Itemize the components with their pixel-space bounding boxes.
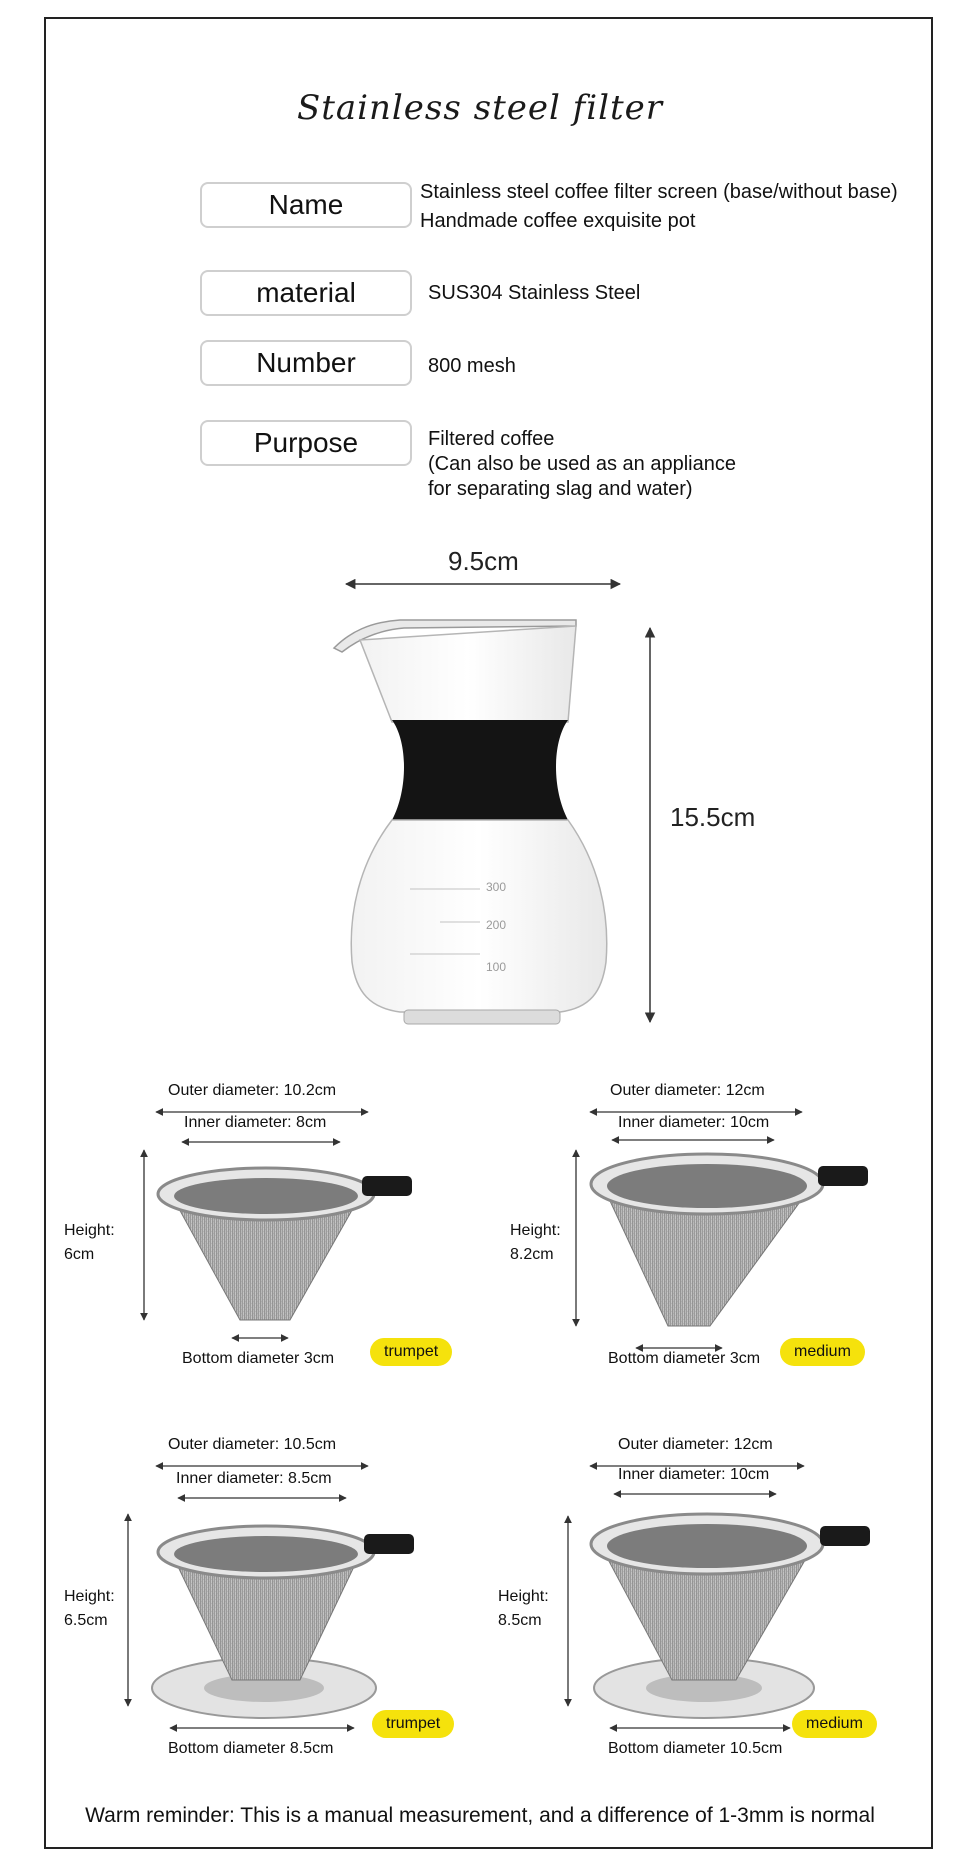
filter-4-outer: Outer diameter: 12cm [618, 1436, 773, 1453]
filter-4-inner: Inner diameter: 10cm [618, 1466, 770, 1483]
filter-2-height-label: Height: [510, 1222, 561, 1239]
filter-3-image [152, 1526, 414, 1718]
pot-scale-200: 200 [486, 918, 507, 932]
filter-3-outer: Outer diameter: 10.5cm [168, 1436, 337, 1453]
filter-3-inner: Inner diameter: 8.5cm [176, 1470, 332, 1487]
filter-2-outer: Outer diameter: 12cm [610, 1082, 765, 1099]
filter-1-inner: Inner diameter: 8cm [184, 1114, 327, 1131]
spec-value-line: 800 mesh [428, 355, 516, 377]
filter-2-image [591, 1154, 868, 1326]
page-title: Stainless steel filter [296, 88, 664, 128]
spec-label-material: material [200, 270, 412, 316]
warm-reminder: Warm reminder: This is a manual measurement, and a difference of 1-3mm is normal [85, 1804, 875, 1827]
filter-2-bottom: Bottom diameter 3cm [608, 1350, 761, 1367]
filter-4-bottom: Bottom diameter 10.5cm [608, 1740, 783, 1757]
filter-3-height-label: Height: [64, 1588, 115, 1605]
filter-2-height-value: 8.2cm [510, 1246, 554, 1263]
pot-width-label: 9.5cm [448, 546, 519, 576]
spec-value-line: SUS304 Stainless Steel [428, 282, 641, 304]
pot-scale-300: 300 [486, 880, 507, 894]
spec-value-line: (Can also be used as an appliance [428, 453, 736, 475]
spec-label-name: Name [200, 182, 412, 228]
pot-scale-100: 100 [486, 960, 507, 974]
filter-1-image [158, 1168, 412, 1320]
spec-label-number: Number [200, 340, 412, 386]
filter-1-height-label: Height: [64, 1222, 115, 1239]
filter-1-outer: Outer diameter: 10.2cm [168, 1082, 337, 1099]
spec-value-line: for separating slag and water) [428, 478, 693, 500]
filter-1-bottom: Bottom diameter 3cm [182, 1350, 335, 1367]
spec-value-line: Filtered coffee [428, 428, 555, 450]
filter-4-height-label: Height: [498, 1588, 549, 1605]
filter-3-size-badge: trumpet [372, 1710, 454, 1738]
filter-4-image [591, 1514, 870, 1718]
spec-value-line: Stainless steel coffee filter screen (base/without base) [420, 181, 898, 203]
filter-3-bottom: Bottom diameter 8.5cm [168, 1740, 334, 1757]
spec-label-purpose: Purpose [200, 420, 412, 466]
filter-1-height-value: 6cm [64, 1246, 95, 1263]
filter-2-size-badge: medium [780, 1338, 865, 1366]
pot-height-label: 15.5cm [670, 802, 756, 832]
filter-4-height-value: 8.5cm [498, 1612, 542, 1629]
filter-1-size-badge: trumpet [370, 1338, 452, 1366]
filter-4-size-badge: medium [792, 1710, 877, 1738]
filter-2-inner: Inner diameter: 10cm [618, 1114, 770, 1131]
spec-value-line: Handmade coffee exquisite pot [420, 210, 696, 232]
filter-3-height-value: 6.5cm [64, 1612, 108, 1629]
